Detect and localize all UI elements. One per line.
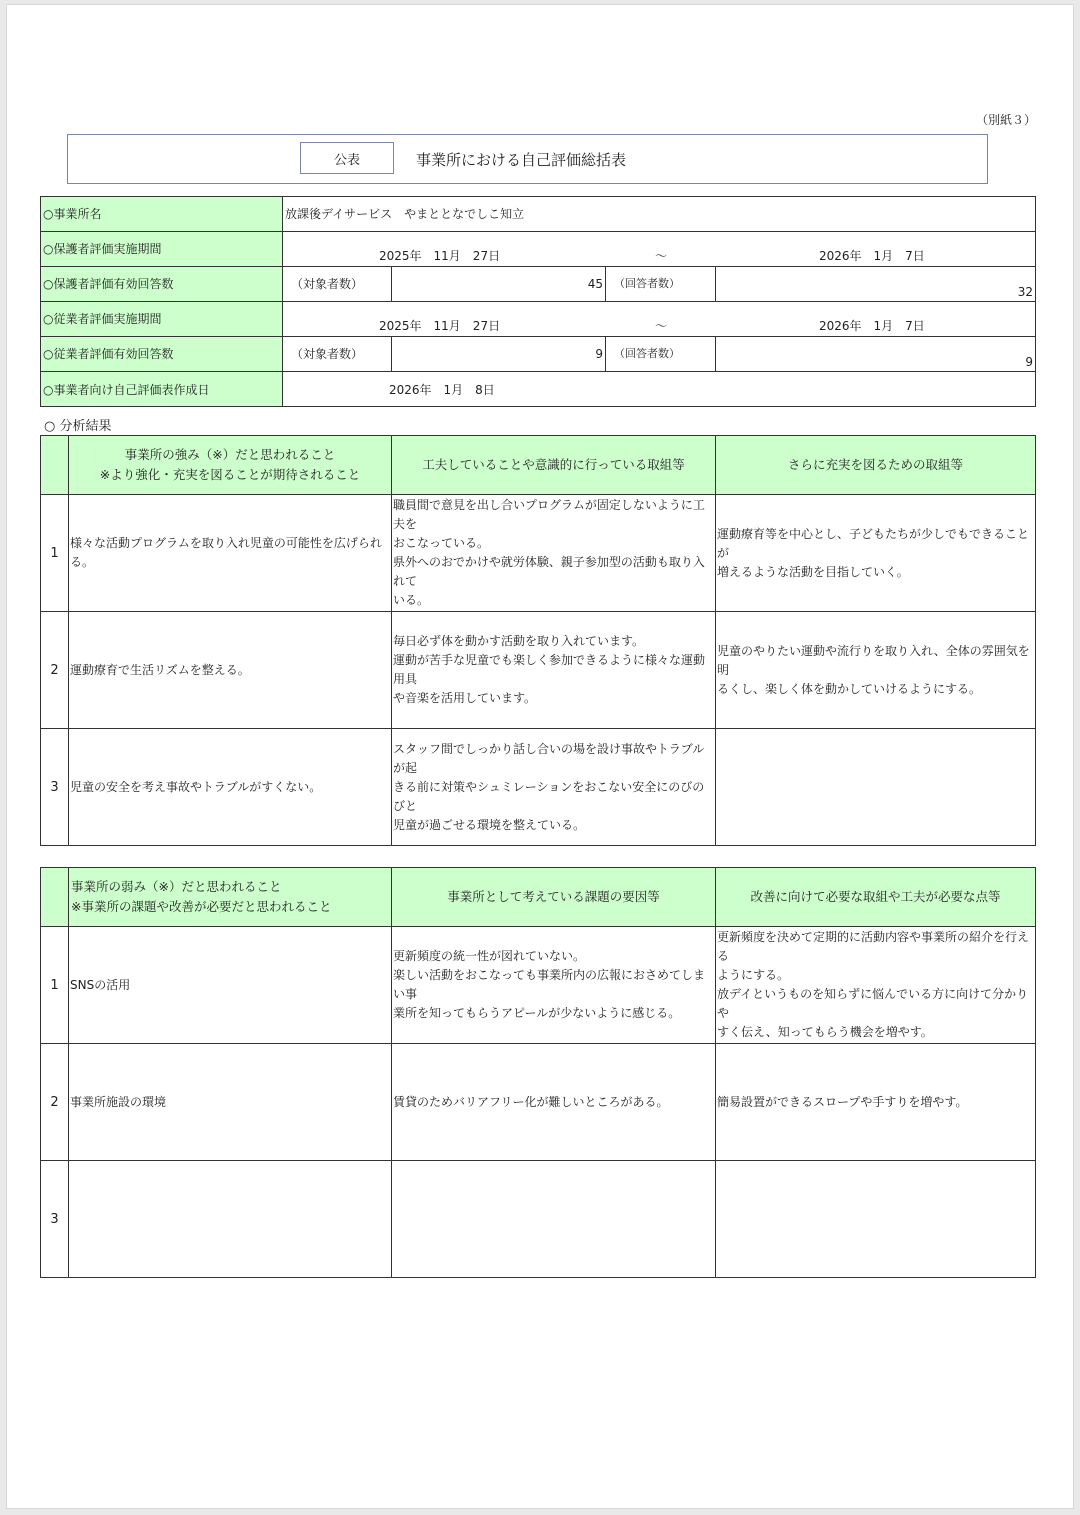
guardian-period-end: 2026年 1月 7日 (819, 249, 925, 263)
weakness-item (69, 1161, 392, 1278)
improvement-text: 簡易設置ができるスロープや手すりを増やす。 (716, 1044, 1036, 1161)
page-title: 事業所における自己評価総括表 (416, 151, 627, 169)
row-number: 3 (41, 729, 69, 846)
weaknesses-table (40, 867, 1036, 1278)
strengths-header: 事業所の強み（※）だと思われること ※より強化・充実を図ることが期待されること (69, 436, 392, 495)
effort-text: スタッフ間でしっかり話し合いの場を設け事故やトラブルが起 きる前に対策やシュミレーションをおこない安全にのびのびと 児童が過ごせる環境を整えている。 (392, 729, 716, 846)
guardian-period-start: 2025年 11月 27日 (379, 249, 501, 263)
table-row (41, 927, 1036, 1044)
guardian-period-label: ○保護者評価実施期間 (41, 232, 283, 267)
weakness-item: SNSの活用 (69, 927, 392, 1044)
efforts-header: 工夫していることや意識的に行っている取組等 (392, 436, 716, 495)
cause-text: 賃貸のためバリアフリー化が難しいところがある。 (392, 1044, 716, 1161)
respondents-label: （回答者数） (606, 267, 716, 302)
strength-item: 様々な活動プログラムを取り入れ児童の可能性を広げられる。 (69, 495, 392, 612)
guardian-period-cell (283, 232, 1036, 267)
improvement-text (716, 1161, 1036, 1278)
cause-text (392, 1161, 716, 1278)
guardian-target-count: 45 (392, 267, 606, 302)
respondents-label: （回答者数） (606, 337, 716, 372)
weakness-item: 事業所施設の環境 (69, 1044, 392, 1161)
created-date: 2026年 1月 8日 (283, 372, 1036, 407)
guardian-responses-label: ○保護者評価有効回答数 (41, 267, 283, 302)
staff-respondent-count: 9 (716, 337, 1036, 372)
further-text: 運動療育等を中心とし、子どもたちが少しでもできることが 増えるような活動を目指していく。 (716, 495, 1036, 612)
facility-name-label: ○事業所名 (41, 197, 283, 232)
created-date-label: ○事業者向け自己評価表作成日 (41, 372, 283, 407)
public-label: 公表 (300, 142, 394, 174)
strengths-table (40, 435, 1036, 846)
info-table (40, 196, 1036, 407)
causes-header: 事業所として考えている課題の要因等 (392, 868, 716, 927)
guardian-period-row (41, 232, 1036, 267)
staff-period-label: ○従業者評価実施期間 (41, 302, 283, 337)
created-date-row (41, 372, 1036, 407)
target-label: （対象者数） (283, 267, 392, 302)
cause-text: 更新頻度の統一性が図れていない。 楽しい活動をおこなっても事業所内の広報におさめてしまい事 業所を知ってもらうアピールが少ないように感じる。 (392, 927, 716, 1044)
staff-period-cell (283, 302, 1036, 337)
row-number: 2 (41, 1044, 69, 1161)
row-number: 3 (41, 1161, 69, 1278)
weaknesses-header-row (41, 868, 1036, 927)
improvement-text: 更新頻度を決めて定期的に活動内容や事業所の紹介を行える ようにする。 放デイというものを知らずに悩んでいる方に向けて分かりや すく伝え、知ってもらう機会を増やす。 (716, 927, 1036, 1044)
facility-name-row (41, 197, 1036, 232)
staff-target-count: 9 (392, 337, 606, 372)
table-row (41, 1161, 1036, 1278)
guardian-respondent-count: 32 (716, 267, 1036, 302)
effort-text: 毎日必ず体を動かす活動を取り入れています。 運動が苦手な児童でも楽しく参加できるように様々な運動用具 や音楽を活用しています。 (392, 612, 716, 729)
staff-responses-label: ○従業者評価有効回答数 (41, 337, 283, 372)
facility-name: 放課後デイサービス やまととなでしこ知立 (283, 197, 1036, 232)
table-row (41, 1044, 1036, 1161)
effort-text: 職員間で意見を出し合いプログラムが固定しないように工夫を おこなっている。 県外へのおでかけや就労体験、親子参加型の活動も取り入れて いる。 (392, 495, 716, 612)
staff-period-start: 2025年 11月 27日 (379, 319, 501, 333)
improvements-header: 改善に向けて必要な取組や工夫が必要な点等 (716, 868, 1036, 927)
tilde: ～ (655, 249, 668, 263)
row-number: 1 (41, 927, 69, 1044)
further-header: さらに充実を図るための取組等 (716, 436, 1036, 495)
further-text (716, 729, 1036, 846)
strength-item: 児童の安全を考え事故やトラブルがすくない。 (69, 729, 392, 846)
guardian-responses-row (41, 267, 1036, 302)
weaknesses-header: 事業所の弱み（※）だと思われること ※事業所の課題や改善が必要だと思われること (69, 868, 392, 927)
staff-responses-row (41, 337, 1036, 372)
staff-period-end: 2026年 1月 7日 (819, 319, 925, 333)
target-label: （対象者数） (283, 337, 392, 372)
tilde: ～ (655, 319, 668, 333)
table-row (41, 495, 1036, 612)
further-text: 児童のやりたい運動や流行りを取り入れ、全体の雰囲気を明 るくし、楽しく体を動かしていけるようにする。 (716, 612, 1036, 729)
analysis-section-label: ○ 分析結果 (44, 419, 112, 434)
table-row (41, 612, 1036, 729)
strength-item: 運動療育で生活リズムを整える。 (69, 612, 392, 729)
row-number: 2 (41, 612, 69, 729)
table-row (41, 729, 1036, 846)
attachment-label: （別紙３） (976, 113, 1037, 127)
staff-period-row (41, 302, 1036, 337)
strengths-header-row (41, 436, 1036, 495)
row-number: 1 (41, 495, 69, 612)
